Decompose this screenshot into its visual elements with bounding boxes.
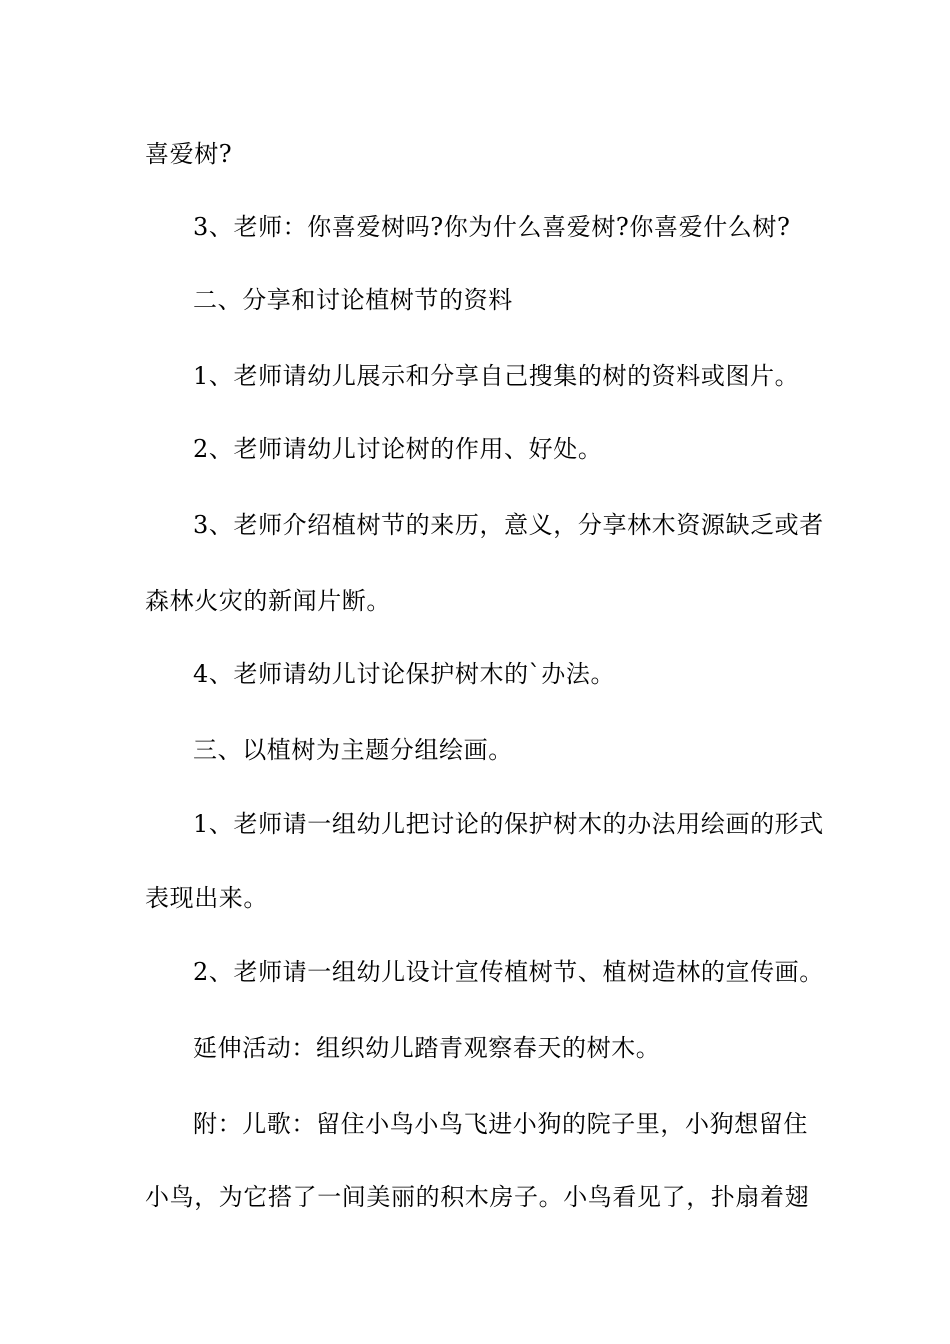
section-heading-2: 二、分享和讨论植树节的资料 [193, 286, 513, 314]
paragraph-appendix-song-continuation: 小鸟，为它搭了一间美丽的积木房子。小鸟看见了，扑扇着翅 [145, 1183, 810, 1211]
paragraph-extension-activity: 延伸活动：组织幼儿踏青观察春天的树木。 [193, 1034, 661, 1062]
paragraph-item-1-drawing-continuation: 表现出来。 [145, 884, 268, 912]
paragraph-item-2-drawing: 2、老师请一组幼儿设计宣传植树节、植树造林的宣传画。 [193, 958, 824, 986]
paragraph-item-3-continuation: 森林火灾的新闻片断。 [145, 587, 391, 615]
paragraph-item-2: 2、老师请幼儿讨论树的作用、好处。 [193, 435, 603, 463]
paragraph-item-1: 1、老师请幼儿展示和分享自己搜集的树的资料或图片。 [193, 362, 800, 390]
paragraph-item-4: 4、老师请幼儿讨论保护树木的`办法。 [193, 660, 616, 688]
paragraph-item-1-drawing: 1、老师请一组幼儿把讨论的保护树木的办法用绘画的形式 [193, 810, 824, 838]
paragraph-appendix-song: 附：儿歌：留住小鸟小鸟飞进小狗的院子里，小狗想留住 [193, 1110, 808, 1138]
paragraph-line-continuation: 喜爱树? [145, 140, 233, 168]
paragraph-item-3: 3、老师介绍植树节的来历，意义，分享林木资源缺乏或者 [193, 511, 824, 539]
section-heading-3: 三、以植树为主题分组绘画。 [193, 736, 513, 764]
paragraph-item-3-question: 3、老师：你喜爱树吗?你为什么喜爱树?你喜爱什么树? [193, 213, 791, 241]
